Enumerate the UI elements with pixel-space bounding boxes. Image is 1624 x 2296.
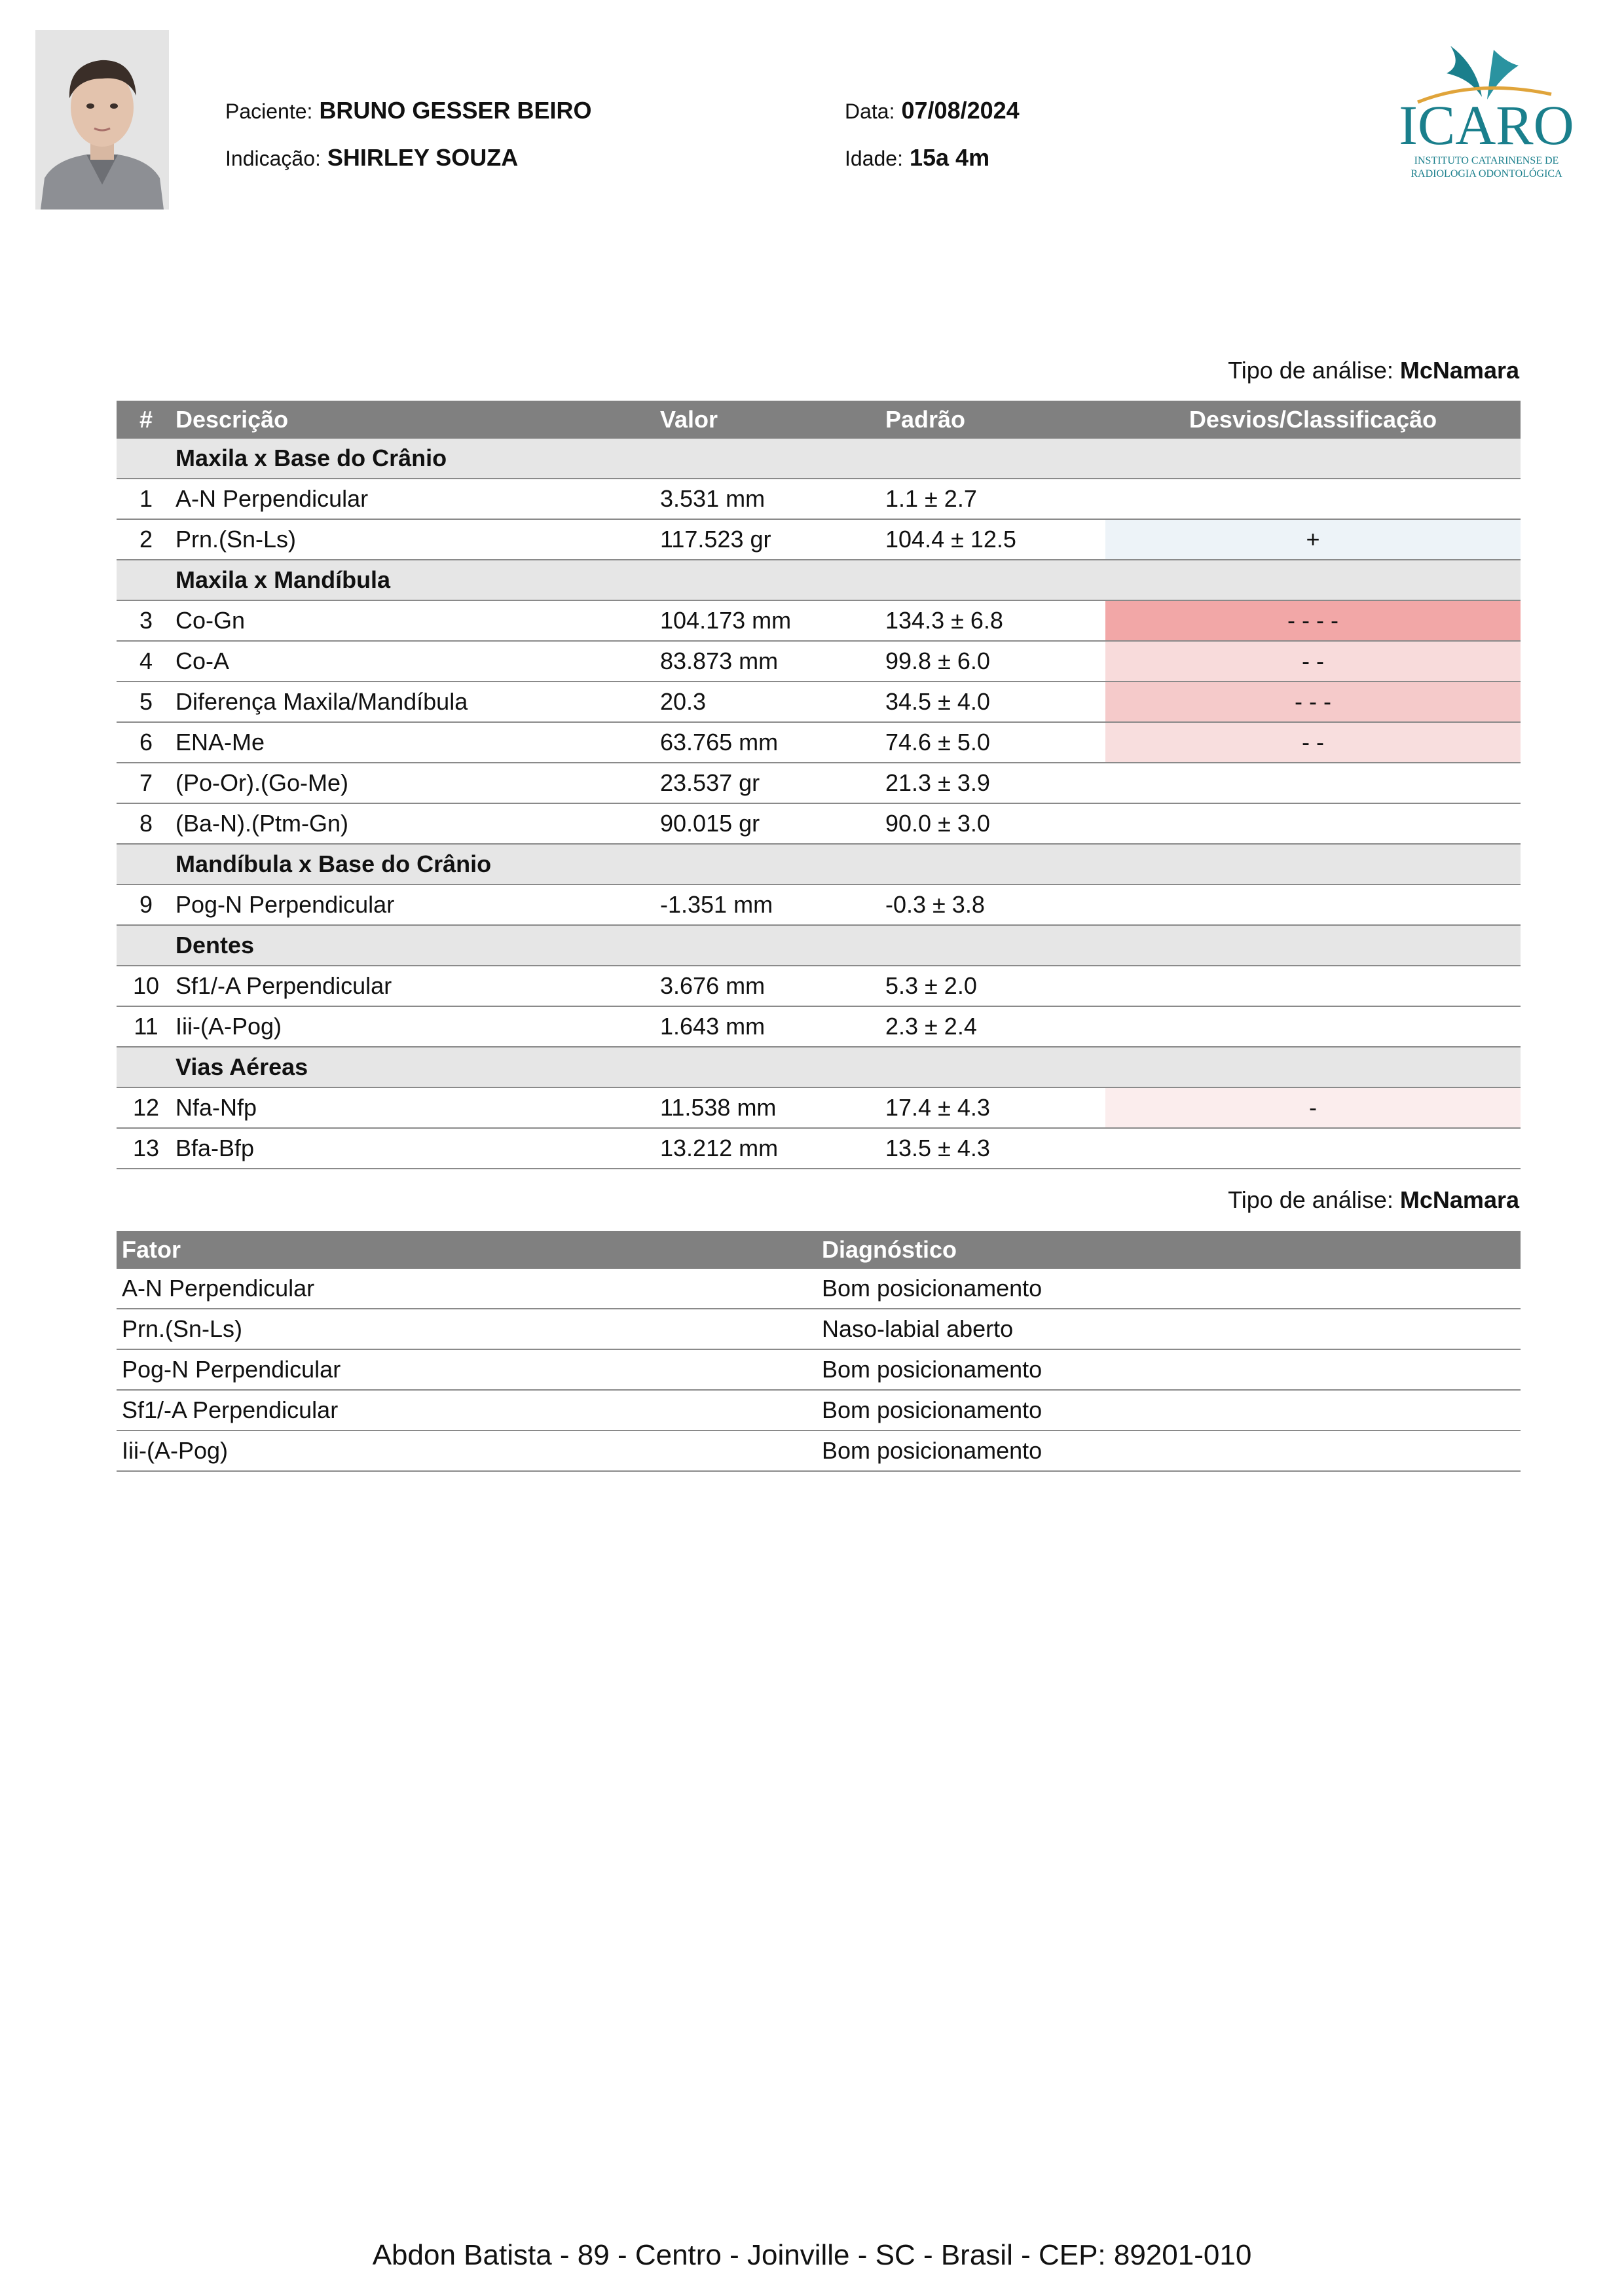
age-value: 15a 4m [909,144,990,171]
header-description: Descrição [175,401,660,439]
logo-name: ICARO [1399,94,1574,156]
row-number: 1 [117,479,175,519]
row-value: 3.676 mm [660,966,885,1006]
section-row [117,439,1521,479]
row-value: 63.765 mm [660,722,885,763]
logo-subtitle-1: INSTITUTO CATARINENSE DE [1414,155,1559,166]
row-value: 11.538 mm [660,1087,885,1128]
date-label: Data: [845,100,895,123]
diagnosis-table [117,1231,1521,1472]
header-deviation: Desvios/Classificação [1105,401,1521,439]
row-value: 23.537 gr [660,763,885,803]
logo-subtitle-2: RADIOLOGIA ODONTOLÓGICA [1411,168,1562,179]
diag-factor: A-N Perpendicular [117,1269,817,1309]
row-description: Co-Gn [175,600,660,641]
row-description: Iii-(A-Pog) [175,1006,660,1047]
row-deviation [1105,884,1521,925]
analysis-type-label: Tipo de análise: [1228,1186,1393,1213]
analysis-type-label: Tipo de análise: [1228,357,1393,384]
age-label: Idade: [845,147,903,170]
footer-address: Abdon Batista - 89 - Centro - Joinville - SC - Brasil - CEP: 89201-010 [372,2239,1252,2271]
row-pattern: 1.1 ± 2.7 [885,479,1105,519]
row-number: 6 [117,722,175,763]
row-description: Bfa-Bfp [175,1128,660,1169]
analysis-type-2 [1228,1186,1519,1214]
icaro-logo [1378,39,1595,183]
row-number: 2 [117,519,175,560]
diag-row [117,1269,1521,1309]
header-diagnosis: Diagnóstico [817,1231,1521,1269]
diagnosis-table-body [117,1269,1521,1471]
indication-name: SHIRLEY SOUZA [327,144,519,171]
row-description: ENA-Me [175,722,660,763]
row-deviation [1105,966,1521,1006]
row-pattern: 90.0 ± 3.0 [885,803,1105,844]
row-value: 117.523 gr [660,519,885,560]
row-deviation: + [1105,519,1521,560]
section-spacer [117,844,175,884]
patient-name: BRUNO GESSER BEIRO [319,97,592,124]
row-pattern: 104.4 ± 12.5 [885,519,1105,560]
diag-header-row [117,1231,1521,1269]
mcnamara-table-body [117,439,1521,1169]
patient-photo [35,30,169,210]
section-spacer [117,1047,175,1087]
row-number: 3 [117,600,175,641]
row-value: -1.351 mm [660,884,885,925]
header-num: # [117,401,175,439]
row-pattern: -0.3 ± 3.8 [885,884,1105,925]
row-description: (Po-Or).(Go-Me) [175,763,660,803]
section-title: Vias Aéreas [175,1047,1521,1087]
row-value: 104.173 mm [660,600,885,641]
diag-diagnosis: Bom posicionamento [817,1390,1521,1430]
row-value: 13.212 mm [660,1128,885,1169]
row-value: 3.531 mm [660,479,885,519]
indication-label: Indicação: [225,147,321,170]
section-spacer [117,439,175,479]
section-spacer [117,560,175,600]
row-value: 20.3 [660,682,885,722]
row-deviation: - - [1105,722,1521,763]
date-value: 07/08/2024 [901,97,1020,124]
diag-row [117,1430,1521,1471]
table-row [117,966,1521,1006]
diag-factor: Pog-N Perpendicular [117,1349,817,1390]
table-row [117,519,1521,560]
row-deviation [1105,479,1521,519]
icaro-logo-graphic [1378,39,1595,183]
diag-diagnosis: Bom posicionamento [817,1430,1521,1471]
row-number: 5 [117,682,175,722]
analysis-type-value: McNamara [1399,357,1519,384]
table-row [117,763,1521,803]
row-description: Sf1/-A Perpendicular [175,966,660,1006]
section-title: Dentes [175,925,1521,966]
diag-row [117,1349,1521,1390]
section-title: Maxila x Base do Crânio [175,439,1521,479]
table-header-row [117,401,1521,439]
row-number: 11 [117,1006,175,1047]
row-pattern: 17.4 ± 4.3 [885,1087,1105,1128]
diag-factor: Prn.(Sn-Ls) [117,1309,817,1349]
row-deviation: - [1105,1087,1521,1128]
row-number: 8 [117,803,175,844]
table-row [117,884,1521,925]
analysis-type-1 [1228,357,1519,384]
row-pattern: 74.6 ± 5.0 [885,722,1105,763]
table-row [117,600,1521,641]
row-number: 7 [117,763,175,803]
row-pattern: 13.5 ± 4.3 [885,1128,1105,1169]
section-title: Mandíbula x Base do Crânio [175,844,1521,884]
row-description: Prn.(Sn-Ls) [175,519,660,560]
row-deviation: - - - [1105,682,1521,722]
row-value: 1.643 mm [660,1006,885,1047]
table-row [117,722,1521,763]
section-row [117,1047,1521,1087]
diag-factor: Iii-(A-Pog) [117,1430,817,1471]
patient-field [225,97,592,124]
section-spacer [117,925,175,966]
header-factor: Fator [117,1231,817,1269]
row-description: Nfa-Nfp [175,1087,660,1128]
table-row [117,1087,1521,1128]
table-row [117,479,1521,519]
patient-label: Paciente: [225,100,313,123]
row-description: Pog-N Perpendicular [175,884,660,925]
row-pattern: 134.3 ± 6.8 [885,600,1105,641]
row-pattern: 5.3 ± 2.0 [885,966,1105,1006]
row-deviation: - - - - [1105,600,1521,641]
table-row [117,1128,1521,1169]
row-deviation [1105,803,1521,844]
row-pattern: 99.8 ± 6.0 [885,641,1105,682]
row-deviation [1105,763,1521,803]
patient-photo-image [35,30,169,210]
diag-diagnosis: Naso-labial aberto [817,1309,1521,1349]
row-pattern: 2.3 ± 2.4 [885,1006,1105,1047]
indication-field [225,144,518,172]
diag-diagnosis: Bom posicionamento [817,1349,1521,1390]
row-pattern: 21.3 ± 3.9 [885,763,1105,803]
header-pattern: Padrão [885,401,1105,439]
row-description: A-N Perpendicular [175,479,660,519]
row-description: (Ba-N).(Ptm-Gn) [175,803,660,844]
table-row [117,803,1521,844]
row-deviation: - - [1105,641,1521,682]
diag-row [117,1390,1521,1430]
header-value: Valor [660,401,885,439]
row-value: 90.015 gr [660,803,885,844]
section-row [117,560,1521,600]
row-number: 9 [117,884,175,925]
row-deviation [1105,1128,1521,1169]
section-title: Maxila x Mandíbula [175,560,1521,600]
row-deviation [1105,1006,1521,1047]
row-value: 83.873 mm [660,641,885,682]
section-row [117,925,1521,966]
diag-diagnosis: Bom posicionamento [817,1269,1521,1309]
mcnamara-table [117,401,1521,1169]
row-description: Co-A [175,641,660,682]
row-pattern: 34.5 ± 4.0 [885,682,1105,722]
analysis-type-value: McNamara [1399,1186,1519,1213]
diag-factor: Sf1/-A Perpendicular [117,1390,817,1430]
table-row [117,1006,1521,1047]
row-number: 12 [117,1087,175,1128]
row-description: Diferença Maxila/Mandíbula [175,682,660,722]
table-row [117,641,1521,682]
diag-row [117,1309,1521,1349]
date-field [845,97,1020,124]
row-number: 10 [117,966,175,1006]
row-number: 13 [117,1128,175,1169]
row-number: 4 [117,641,175,682]
age-field [845,144,989,172]
table-row [117,682,1521,722]
section-row [117,844,1521,884]
